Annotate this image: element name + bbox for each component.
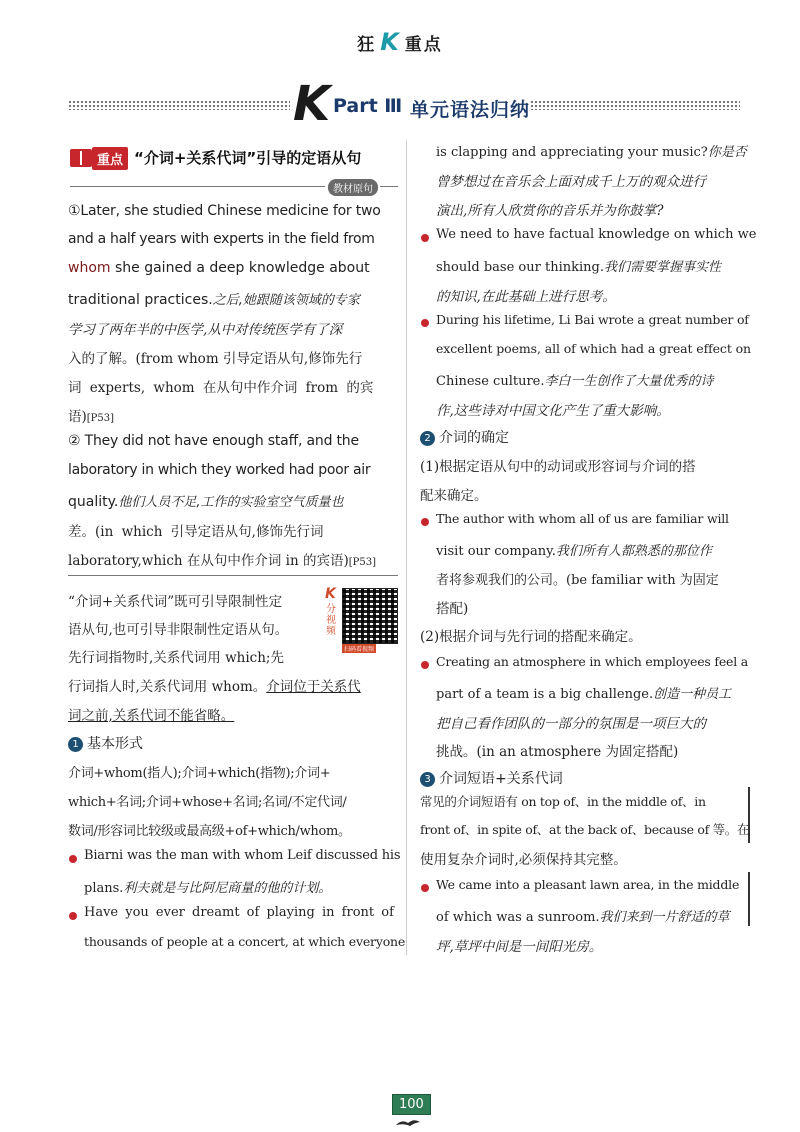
ex2-line5-text: laboratory,which 在从句中作介词 in 的宾语) bbox=[68, 553, 349, 569]
bullet bbox=[69, 912, 77, 920]
ex1-line4-cn: 之后,她跟随该领域的专家 bbox=[212, 293, 360, 308]
heading-basic-form bbox=[68, 733, 143, 753]
bullet bbox=[421, 518, 429, 526]
b6-line2 bbox=[436, 683, 731, 702]
b5-line4: 搭配) bbox=[436, 601, 469, 617]
form-line1: 介词+whom(指人);介词+which(指物);介词+ bbox=[68, 766, 331, 781]
b1-line2-en: plans. bbox=[84, 881, 124, 896]
b2cont-line1-en: is clapping and appreciating your music? bbox=[436, 145, 708, 160]
section-rule-end bbox=[380, 186, 398, 187]
b3-line1: We need to have factual knowledge on which we bbox=[436, 227, 757, 242]
b2cont-line1-cn: 你是否 bbox=[707, 145, 747, 160]
b3-line2 bbox=[436, 256, 721, 275]
heading-basic-form-text: 基本形式 bbox=[87, 736, 143, 752]
ex2-line4: 差。(in which 引导定语从句,修饰先行词 bbox=[68, 524, 324, 540]
banner-dots-left bbox=[68, 100, 290, 110]
b6-line4: 挑战。(in an atmosphere 为固定搭配) bbox=[436, 744, 679, 760]
bullet bbox=[421, 884, 429, 892]
b2-line1: Have you ever dreamt of playing in front of bbox=[84, 905, 394, 920]
b7-line1: We came into a pleasant lawn area, in the middle bbox=[436, 877, 740, 892]
b5-line1: The author with whom all of us are familiar will bbox=[436, 511, 729, 526]
number-icon-2: 2 bbox=[420, 431, 435, 446]
part-k-logo: K bbox=[293, 76, 331, 132]
b4-line2: excellent poems, all of which had a great effect on bbox=[436, 341, 751, 356]
b6-line3: 把自己看作团队的一部分的氛围是一项巨大的 bbox=[436, 716, 706, 732]
b4-line4: 作,这些诗对中国文化产生了重大影响。 bbox=[436, 403, 670, 419]
ex2-line1: ② They did not have enough staff, and the bbox=[68, 433, 359, 449]
book-icon bbox=[70, 149, 92, 167]
b6-line1: Creating an atmosphere in which employees feel a bbox=[436, 654, 749, 669]
heading-prep-determine bbox=[420, 427, 509, 447]
b5-line2-en: visit our company. bbox=[436, 544, 556, 559]
b2cont-line2: 曾梦想过在音乐会上面对成千上万的观众进行 bbox=[436, 174, 706, 190]
page-ref: [P53] bbox=[86, 413, 115, 424]
b7-line2-cn: 我们来到一片舒适的草 bbox=[599, 910, 730, 925]
ex1-line7: 词 experts, whom 在从句中作介词 from 的宾 bbox=[68, 380, 374, 396]
bullet bbox=[421, 661, 429, 669]
b2-line2: thousands of people at a concert, at which everyone bbox=[84, 934, 406, 949]
qr-label: 分视频 bbox=[326, 604, 336, 637]
intro-line3: 先行词指物时,关系代词用 which;先 bbox=[68, 650, 284, 666]
number-icon-3: 3 bbox=[420, 772, 435, 787]
ex1-line2: and a half years with experts in the field from bbox=[68, 231, 375, 247]
b4-line3-en: Chinese culture. bbox=[436, 374, 545, 389]
b5-line3: 者将参观我们的公司。(be familiar with 为固定 bbox=[436, 573, 719, 588]
intro-line1: “介词+关系代词”既可引导限制性定 bbox=[68, 594, 283, 610]
heading-prep-phrase bbox=[420, 768, 563, 788]
ex1-line4-en: traditional practices. bbox=[68, 292, 213, 308]
intro-line4 bbox=[68, 675, 361, 695]
b5-line2-cn: 我们所有人都熟悉的那位作 bbox=[555, 544, 712, 559]
column-separator bbox=[406, 140, 407, 955]
b1-line2-cn: 利夫就是与比阿尼商量的他的计划。 bbox=[123, 881, 332, 896]
brand-k-logo: K bbox=[380, 28, 401, 56]
brand-header bbox=[0, 28, 800, 56]
b3-line2-cn: 我们需要掌握事实性 bbox=[603, 260, 721, 275]
intro-line2: 语从句,也可引导非限制性定语从句。 bbox=[68, 622, 289, 638]
bullet bbox=[69, 855, 77, 863]
textbook-sentence-tag: 教材原句 bbox=[328, 179, 378, 196]
section-title: “介词+关系代词”引导的定语从句 bbox=[134, 149, 362, 167]
intro-line4-text: 行词指人时,关系代词用 whom。 bbox=[68, 679, 267, 695]
ex1-line3-rest: she gained a deep knowledge about bbox=[110, 260, 370, 276]
ex1-line6: 入的了解。(from whom 引导定语从句,修饰先行 bbox=[68, 351, 363, 367]
b4-line3-cn: 李白一生创作了大量优秀的诗 bbox=[544, 374, 714, 389]
form-line3: 数词/形容词比较级或最高级+of+which/whom。 bbox=[68, 824, 351, 839]
ex2-line5 bbox=[68, 549, 376, 569]
section-tag: 重点 bbox=[92, 147, 128, 170]
phr-line2: front of、in spite of、at the back of、because of 等。在 bbox=[420, 822, 750, 837]
bullet bbox=[421, 319, 429, 327]
b1-line1: Biarni was the man with whom Leif discussed his bbox=[84, 848, 401, 863]
brand-left: 狂 bbox=[357, 35, 377, 55]
b4-line3 bbox=[436, 370, 714, 389]
b6-line2-en: part of a team is a big challenge. bbox=[436, 687, 654, 702]
bird-icon bbox=[394, 1117, 422, 1127]
ex2-line3-cn: 他们人员不足,工作的实验室空气质量也 bbox=[118, 495, 344, 510]
qr-code[interactable] bbox=[342, 588, 398, 644]
b1-line2 bbox=[84, 877, 331, 896]
r1-line2: 配来确定。 bbox=[420, 488, 488, 504]
brand-right: 重点 bbox=[404, 35, 443, 55]
qr-k-icon: K bbox=[325, 586, 336, 602]
b7-line3: 坪,草坪中间是一间阳光房。 bbox=[436, 939, 603, 955]
b5-line2 bbox=[436, 540, 712, 559]
b2cont-line1 bbox=[436, 141, 747, 160]
section-rule bbox=[70, 186, 325, 187]
page-number: 100 bbox=[392, 1094, 431, 1115]
bullet bbox=[421, 234, 429, 242]
number-icon-1: 1 bbox=[68, 737, 83, 752]
part-number: Part Ⅲ bbox=[333, 95, 403, 117]
ex2-line3 bbox=[68, 491, 344, 510]
part-title: 单元语法归纳 bbox=[410, 99, 531, 121]
ex1-line5: 学习了两年半的中医学,从中对传统医学有了深 bbox=[68, 322, 343, 338]
ex1-line3 bbox=[68, 260, 370, 276]
relative-pronoun-whom: whom bbox=[68, 260, 111, 276]
r2: (2)根据介词与先行词的搭配来确定。 bbox=[420, 629, 642, 645]
b7-line2 bbox=[436, 906, 730, 925]
b7-line2-en: of which was a sunroom. bbox=[436, 910, 600, 925]
ex2-line3-en: quality. bbox=[68, 494, 119, 510]
heading-prep-determine-text: 介词的确定 bbox=[439, 430, 509, 446]
page-ref: [P53] bbox=[348, 557, 377, 568]
divider bbox=[68, 575, 398, 576]
b3-line3: 的知识,在此基础上进行思考。 bbox=[436, 289, 616, 305]
b4-line1: During his lifetime, Li Bai wrote a great number of bbox=[436, 312, 749, 327]
intro-underlined: 介词位于关系代 bbox=[266, 679, 361, 695]
margin-bar bbox=[748, 872, 750, 926]
qr-caption: 扫码看视频 bbox=[344, 646, 375, 653]
b6-line2-cn: 创造一种员工 bbox=[653, 687, 732, 702]
form-line2: which+名词;介词+whose+名词;名词/不定代词/ bbox=[68, 795, 347, 810]
ex1-line1: ①Later, she studied Chinese medicine for two bbox=[68, 203, 381, 219]
banner-dots-right bbox=[530, 100, 740, 110]
heading-prep-phrase-text: 介词短语+关系代词 bbox=[439, 771, 563, 787]
b2cont-line3: 演出,所有人欣赏你的音乐并为你鼓掌? bbox=[436, 203, 664, 219]
intro-line5: 词之前,关系代词不能省略。 bbox=[68, 708, 235, 724]
ex1-line8 bbox=[68, 405, 114, 425]
ex1-line4 bbox=[68, 289, 360, 308]
phr-line1: 常见的介词短语有 on top of、in the middle of、in bbox=[420, 794, 706, 809]
ex2-line2: laboratory in which they worked had poor air bbox=[68, 462, 371, 478]
b3-line2-en: should base our thinking. bbox=[436, 260, 604, 275]
ex1-line8-text: 语) bbox=[68, 409, 87, 425]
phr-line3: 使用复杂介词时,必须保持其完整。 bbox=[420, 852, 627, 868]
r1-line1: (1)根据定语从句中的动词或形容词与介词的搭 bbox=[420, 459, 696, 475]
